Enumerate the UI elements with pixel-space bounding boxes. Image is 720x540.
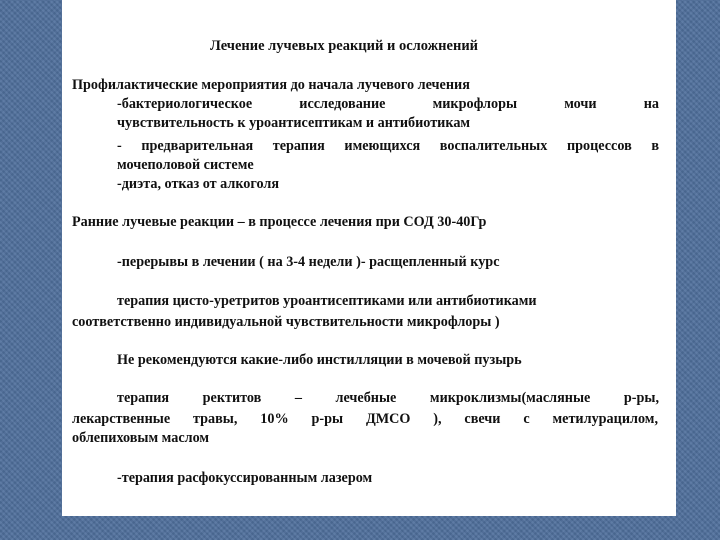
- text-line-14: облепиховым маслом: [72, 430, 210, 446]
- text-line-11: Не рекомендуются какие-либо инстилляции в мочевой пузырь: [117, 352, 522, 368]
- text-line-1: Профилактические мероприятия до начала лучевого лечения: [72, 77, 470, 93]
- text-line-12: терапия ректитов – лечебные микроклизмы(масляные р-ры,: [117, 390, 659, 406]
- text-line-6: -диэта, отказ от алкоголя: [117, 176, 280, 192]
- text-line-13: лекарственные травы, 10% р-ры ДМСО ), свечи с метилурацилом,: [72, 411, 658, 427]
- text-line-2: -бактериологическое исследование микрофлоры мочи на: [117, 96, 659, 112]
- text-line-9: терапия цисто-уретритов уроантисептиками или антибиотиками: [117, 293, 537, 309]
- slide-page: [62, 0, 676, 516]
- text-line-10: соответственно индивидуальной чувствительности микрофлоры ): [72, 314, 500, 330]
- text-line-5: мочеполовой системе: [117, 157, 254, 173]
- text-line-3: чувствительность к уроантисептикам и антибиотикам: [117, 115, 471, 131]
- text-line-7: Ранние лучевые реакции – в процессе лечения при СОД 30-40Гр: [72, 214, 487, 230]
- slide-title: Лечение лучевых реакций и осложнений: [210, 38, 479, 54]
- text-line-15: -терапия расфокуссированным лазером: [117, 470, 373, 486]
- text-line-4: - предварительная терапия имеющихся воспалительных процессов в: [117, 138, 659, 154]
- text-line-8: -перерывы в лечении ( на 3-4 недели )- расщепленный курс: [117, 254, 500, 270]
